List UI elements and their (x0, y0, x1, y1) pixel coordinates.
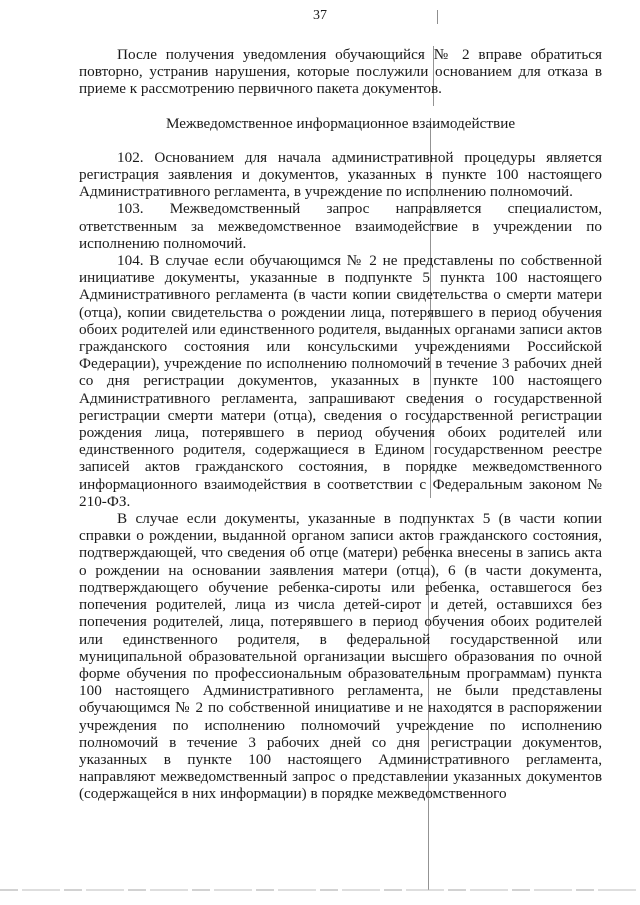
section-heading: Межведомственное информационное взаимодействие (165, 114, 516, 132)
paragraph-104: 104. В случае если обучающимся № 2 не представлены по собственной инициативе документы, указанные в подпункте 5 пункта 100 настоящего Административного регламента (в части копии свидетельства о смерти матери (отца), копии свидетельства о рождении лица, потерявшего в период обучения обоих родителей или единственного родителя, выданных органами записи актов гражданского состояния или консульскими учреждениями Российской Федерации), учреждение по исполнению полномочий в течение 3 рабочих дней со дня регистрации документов, указанных в пункте 100 настоящего Административного регламента, запрашивают сведения о государственной регистрации смерти матери (отца), сведения о государственной регистрации рождения лица, потерявшего в период обучения обоих родителей или единственного родителя, содержащиеся в Едином государственном реестре записей актов гражданского состояния, в порядке межведомственного информационного взаимодействия в соответствии с Федеральным законом № 210-ФЗ. (79, 252, 602, 510)
paragraph-resubmission: После получения уведомления обучающийся № 2 вправе обратиться повторно, устранив нарушения, которые послужили основанием для отказа в приеме к рассмотрению первичного пакета документов. (79, 46, 602, 98)
scan-artifact-tick (437, 10, 438, 24)
scan-artifact-bottom-edge (0, 889, 640, 891)
paragraph-102: 102. Основанием для начала административной процедуры является регистрация заявления и документов, указанных в пункте 100 настоящего Административного регламента, в учреждение по исполнению полномочий. (79, 148, 602, 201)
paragraph-104-continued: В случае если документы, указанные в подпунктах 5 (в части копии справки о рождении, выданной органом записи актов гражданского состояния, подтверждающей, что сведения об отце (матери) ребенка внесены в запись акта о рождении на основании заявления матери (отца), 6 (в части документа, подтверждающего обучение ребенка-сироты или ребенка, оставшегося без попечения родителей, лица из числа детей-сирот и детей, оставшихся без попечения родителей, лица, потерявшего в период обучения обоих родителей или единственного родителя, в федеральной государственной или муниципальной образовательной организации высшего образования по очной форме обучения по профессиональным образовательным программам) пункта 100 настоящего Административного регламента, не были представлены обучающимся № 2 по собственной инициативе и не находятся в распоряжении учреждения по исполнению полномочий учреждение по исполнению полномочий в течение 3 рабочих дней со дня регистрации документов, указанных в пункте 100 настоящего Административного регламента, направляют межведомственный запрос о представлении указанных документов (содержащейся в них информации) в порядке межведомственного (79, 510, 602, 803)
paragraph-103: 103. Межведомственный запрос направляется специалистом, ответственным за межведомственное взаимодействие в учреждении по исполнению полномочий. (79, 200, 602, 252)
page-number: 37 (313, 8, 327, 23)
document-body (79, 46, 602, 803)
